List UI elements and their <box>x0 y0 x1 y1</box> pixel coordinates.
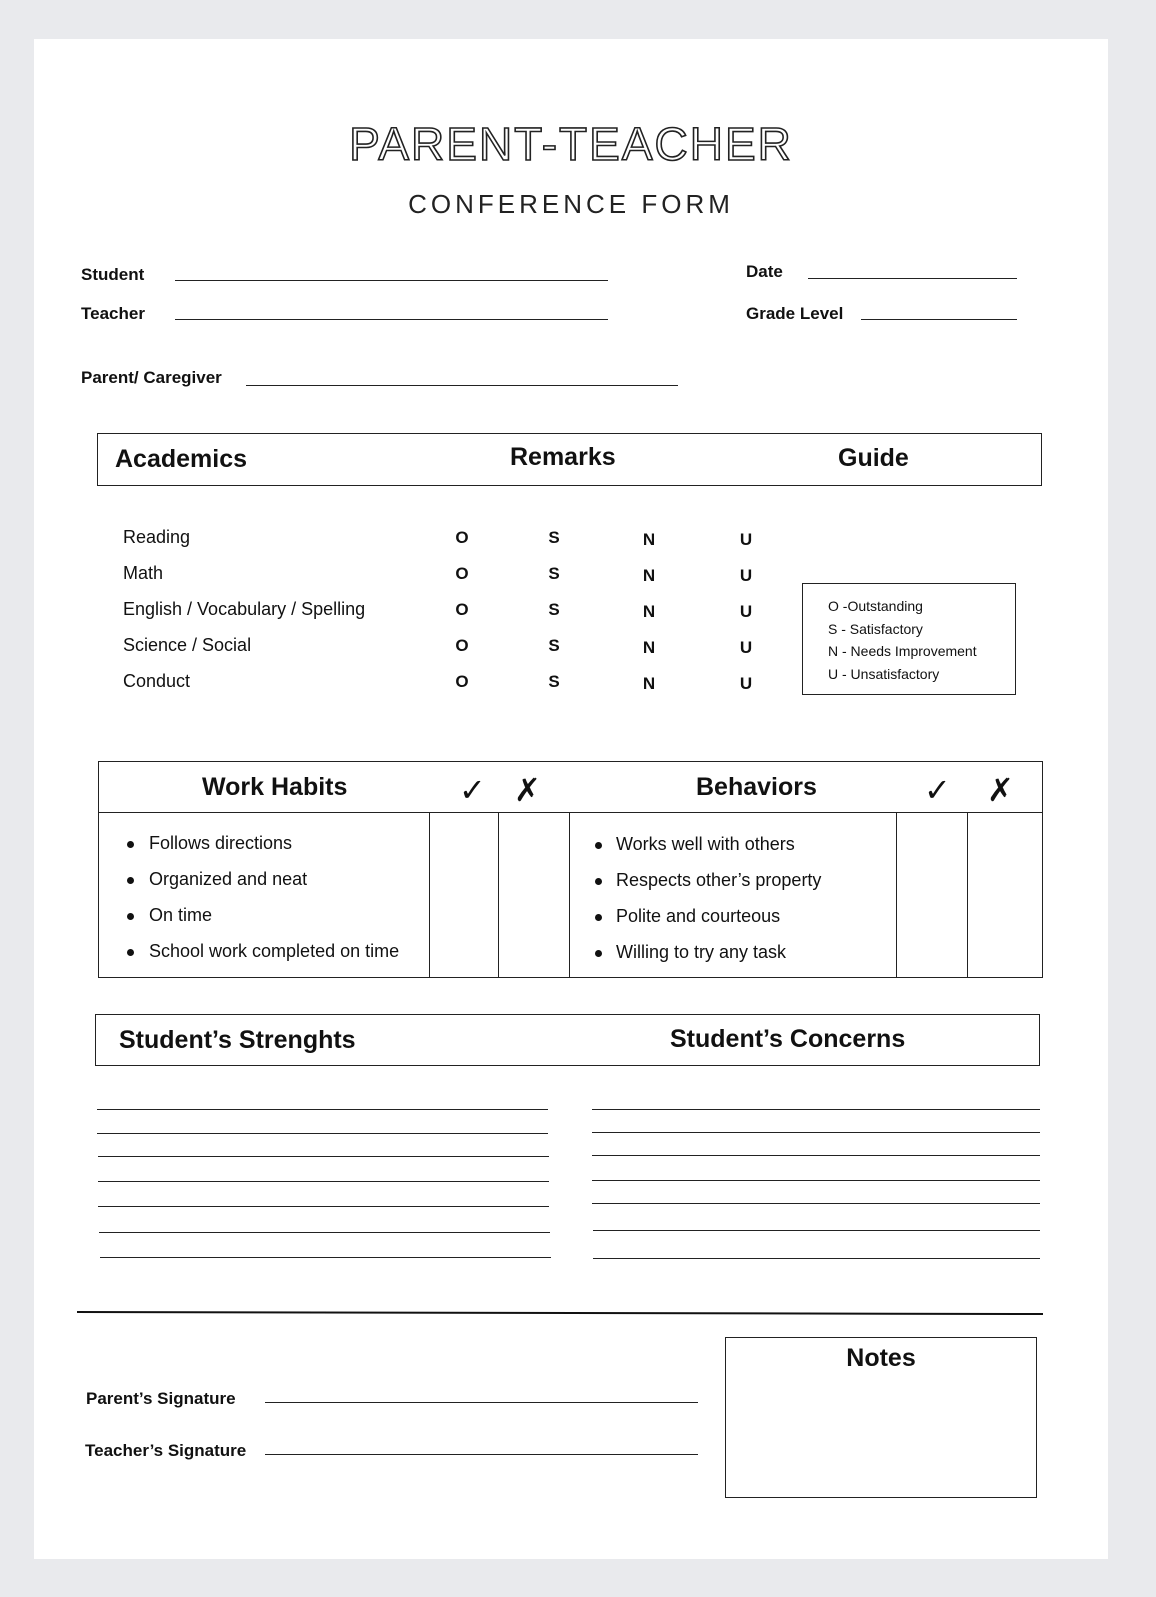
concerns-line[interactable] <box>592 1132 1040 1133</box>
grade-u[interactable]: U <box>739 638 753 657</box>
strengths-line[interactable] <box>100 1257 551 1258</box>
subject-english: English / Vocabulary / Spelling <box>123 599 366 619</box>
grade-n[interactable]: N <box>642 638 656 657</box>
cross-icon: ✗ <box>514 772 541 808</box>
subject-math: Math <box>123 563 164 583</box>
concerns-line[interactable] <box>592 1180 1040 1181</box>
grade-n[interactable]: N <box>642 530 656 549</box>
strengths-line[interactable] <box>99 1232 550 1233</box>
grade-s[interactable]: S <box>548 600 560 619</box>
form-page <box>34 39 1108 1559</box>
guide-header: Guide <box>838 444 909 472</box>
concerns-line[interactable] <box>592 1109 1040 1110</box>
subject-reading: Reading <box>123 527 191 547</box>
table-divider <box>896 812 897 978</box>
parent-signature-label: Parent’s Signature <box>86 1389 236 1408</box>
table-divider <box>429 812 430 978</box>
guide-item: O -Outstanding <box>828 598 923 614</box>
remarks-header: Remarks <box>510 443 616 471</box>
grade-o[interactable]: O <box>455 564 469 583</box>
strengths-line[interactable] <box>98 1156 549 1157</box>
work-habit-item: Organized and neat <box>149 869 308 889</box>
subject-conduct: Conduct <box>123 671 191 691</box>
check-icon: ✓ <box>924 772 951 808</box>
notes-header: Notes <box>846 1344 916 1372</box>
work-habit-item: Follows directions <box>149 833 293 853</box>
grade-u[interactable]: U <box>739 566 753 585</box>
guide-item: N - Needs Improvement <box>828 643 977 659</box>
teacher-signature-field[interactable] <box>265 1454 698 1455</box>
grade-s[interactable]: S <box>548 564 560 583</box>
cross-icon: ✗ <box>987 772 1014 808</box>
strengths-line[interactable] <box>98 1181 549 1182</box>
bullet-icon <box>595 950 602 957</box>
academics-header: Academics <box>115 445 248 473</box>
grade-u[interactable]: U <box>739 602 753 621</box>
work-habit-item: On time <box>149 905 213 925</box>
bullet-icon <box>127 841 134 848</box>
parent-field[interactable] <box>246 385 678 386</box>
concerns-line[interactable] <box>593 1258 1040 1259</box>
check-icon: ✓ <box>459 772 486 808</box>
bullet-icon <box>595 914 602 921</box>
guide-item: U - Unsatisfactory <box>828 665 940 682</box>
date-label: Date <box>746 262 783 281</box>
grade-u[interactable]: U <box>739 530 753 549</box>
concerns-line[interactable] <box>593 1230 1040 1231</box>
grade-o[interactable]: O <box>455 600 469 619</box>
guide-legend <box>828 595 977 685</box>
behavior-item: Willing to try any task <box>616 942 787 962</box>
grade-level-field[interactable] <box>861 319 1017 320</box>
grade-u[interactable]: U <box>739 674 753 693</box>
work-habits-header: Work Habits <box>202 773 348 801</box>
teacher-label: Teacher <box>81 304 145 323</box>
strengths-header: Student’s Strenghts <box>119 1026 356 1054</box>
student-field[interactable] <box>175 280 608 281</box>
concerns-line[interactable] <box>592 1155 1040 1156</box>
strengths-line[interactable] <box>97 1109 548 1110</box>
form-title: PARENT-TEACHER <box>349 118 793 170</box>
grade-o[interactable]: O <box>455 636 469 655</box>
bullet-icon <box>127 913 134 920</box>
bullet-icon <box>595 878 602 885</box>
table-divider <box>569 812 570 978</box>
form-subtitle: CONFERENCE FORM <box>408 189 734 219</box>
grade-s[interactable]: S <box>548 636 560 655</box>
guide-item: S - Satisfactory <box>828 620 923 637</box>
date-field[interactable] <box>808 278 1017 279</box>
grade-n[interactable]: N <box>642 602 656 621</box>
strengths-line[interactable] <box>98 1206 549 1207</box>
subject-science: Science / Social <box>123 635 252 655</box>
teacher-signature-label: Teacher’s Signature <box>85 1441 247 1460</box>
bullet-icon <box>595 842 602 849</box>
parent-signature-field[interactable] <box>265 1402 698 1403</box>
section-separator <box>77 1311 1043 1315</box>
work-habit-item: School work completed on time <box>149 941 400 961</box>
student-label: Student <box>81 265 145 284</box>
strengths-line[interactable] <box>97 1133 548 1134</box>
bullet-icon <box>127 949 134 956</box>
teacher-field[interactable] <box>175 319 608 320</box>
table-header-divider <box>98 812 1043 813</box>
table-divider <box>967 812 968 978</box>
concerns-header: Student’s Concerns <box>670 1025 906 1053</box>
behavior-item: Works well with others <box>616 834 795 854</box>
concerns-line[interactable] <box>592 1203 1040 1204</box>
grade-n[interactable]: N <box>642 674 656 693</box>
parent-label: Parent/ Caregiver <box>81 368 222 387</box>
grade-o[interactable]: O <box>455 528 469 547</box>
behavior-item: Respects other’s property <box>616 870 822 890</box>
grade-o[interactable]: O <box>455 672 469 691</box>
grade-s[interactable]: S <box>548 528 560 547</box>
grade-s[interactable]: S <box>548 672 560 691</box>
grade-n[interactable]: N <box>642 566 656 585</box>
bullet-icon <box>127 877 134 884</box>
behavior-item: Polite and courteous <box>616 906 781 926</box>
table-divider <box>498 812 499 978</box>
behaviors-header: Behaviors <box>696 773 817 801</box>
grade-level-label: Grade Level <box>746 304 844 323</box>
